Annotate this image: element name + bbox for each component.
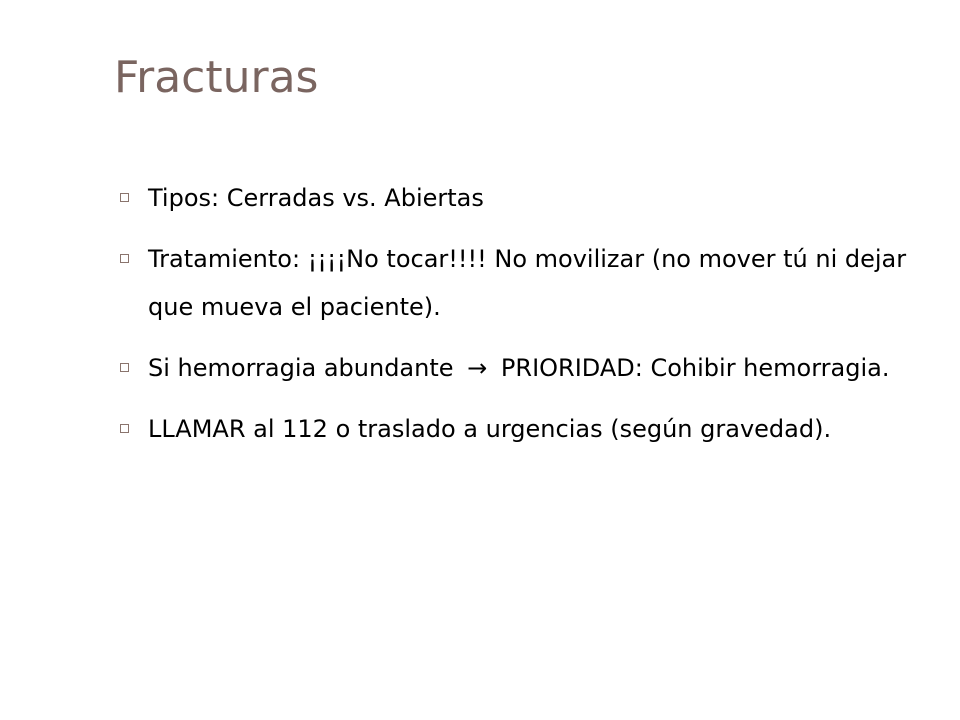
- bullet-item-tipos: [120, 174, 930, 222]
- right-arrow-icon: →: [467, 354, 488, 382]
- bullet-text: Tipos: Cerradas vs. Abiertas: [148, 184, 484, 212]
- hollow-square-icon: [120, 254, 129, 263]
- slide-title: Fracturas: [114, 52, 319, 103]
- bullet-item-tratamiento: [120, 235, 930, 331]
- bullet-text: Tratamiento: ¡¡¡¡No tocar!!!! No movilizar (no mover tú ni dejar que mueva el paciente).: [148, 245, 907, 321]
- bullet-text-after-arrow: PRIORIDAD: Cohibir hemorragia.: [500, 354, 890, 382]
- bullet-item-llamar: [120, 405, 930, 453]
- hollow-square-icon: [120, 424, 129, 433]
- hollow-square-icon: [120, 193, 129, 202]
- bullet-item-hemorragia: [120, 344, 930, 392]
- bullet-text: LLAMAR al 112 o traslado a urgencias (según gravedad).: [148, 415, 832, 443]
- bullet-list: [120, 174, 930, 466]
- bullet-text-before-arrow: Si hemorragia abundante: [148, 354, 454, 382]
- hollow-square-icon: [120, 363, 129, 372]
